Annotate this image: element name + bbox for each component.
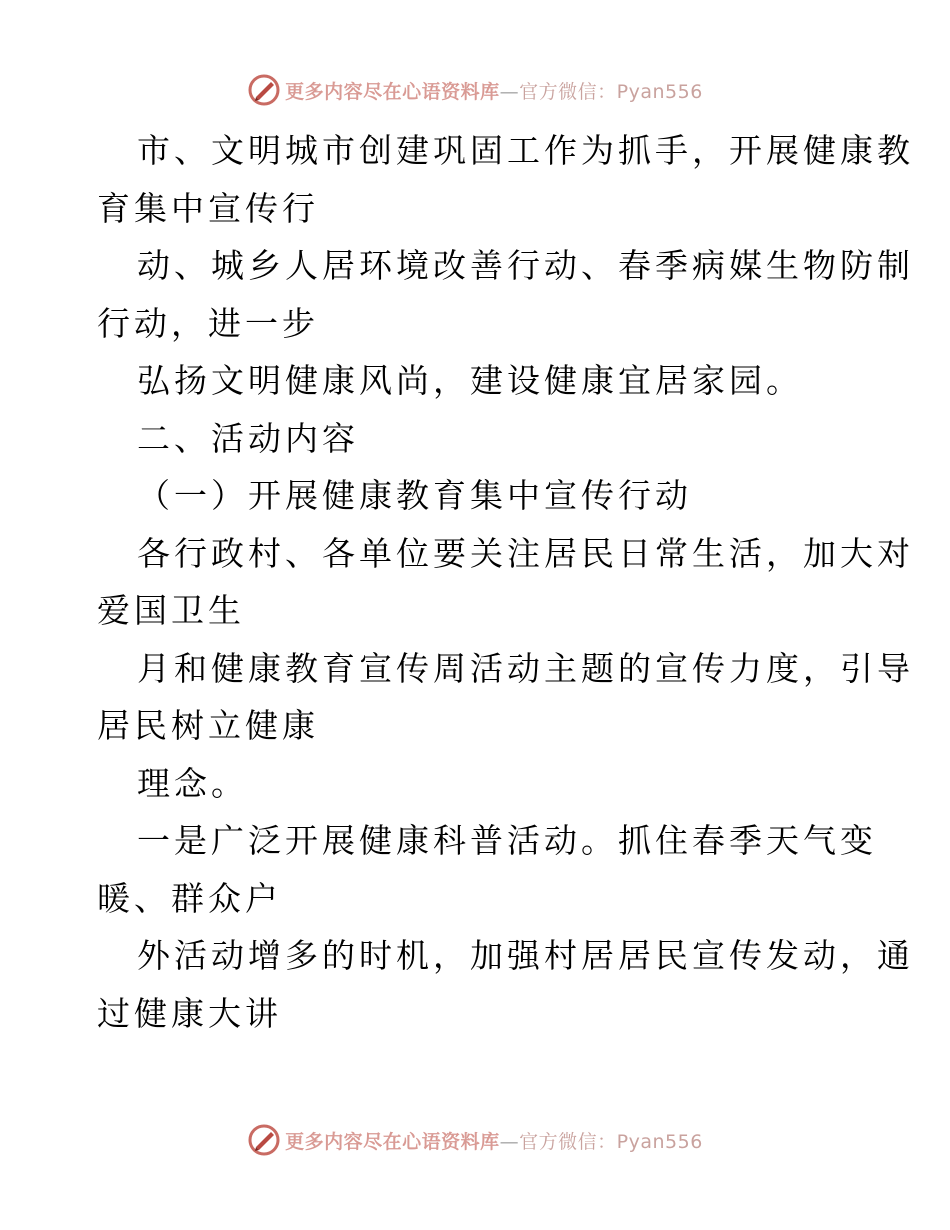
- text-line: 外活动增多的时机，加强村居居民宣传发动，通: [137, 936, 914, 975]
- watermark-site-text: 更多内容尽在心语资料库: [285, 1130, 500, 1153]
- text-line: 居民树立健康: [97, 706, 319, 745]
- text-line: 暖、群众户: [97, 878, 282, 918]
- footer-watermark: [0, 1120, 950, 1160]
- brand-logo-icon: [247, 73, 281, 107]
- text-line: 一是广泛开展健康科普活动。抓住春季天气变: [137, 821, 877, 860]
- text-line: 爱国卫生: [97, 591, 245, 630]
- text-line: 育集中宣传行: [97, 188, 319, 228]
- watermark-contact-text: 官方微信：Pyan556: [519, 80, 703, 103]
- text-line: 各行政村、各单位要关注居民日常生活，加大对: [137, 533, 914, 573]
- watermark-site-text: 更多内容尽在心语资料库: [285, 80, 500, 103]
- text-line: 过健康大讲: [97, 993, 282, 1033]
- text-line: 行动，进一步: [97, 303, 319, 343]
- header-watermark: [0, 70, 950, 110]
- watermark-dash: —: [499, 80, 520, 103]
- document-body: [97, 122, 914, 1042]
- text-line: 弘扬文明健康风尚，建设健康宜居家园。: [137, 361, 803, 400]
- watermark-contact-text: 官方微信：Pyan556: [519, 1130, 703, 1153]
- watermark-dash: —: [499, 1130, 520, 1153]
- subsection-heading: （一）开展健康教育集中宣传行动: [137, 476, 692, 515]
- text-line: 动、城乡人居环境改善行动、春季病媒生物防制: [137, 246, 914, 285]
- brand-logo-icon: [247, 1123, 281, 1157]
- text-line: 市、文明城市创建巩固工作为抓手，开展健康教: [137, 131, 914, 170]
- section-heading: 二、活动内容: [137, 418, 359, 458]
- text-line: 月和健康教育宣传周活动主题的宣传力度，引导: [137, 648, 914, 688]
- text-line: 理念。: [137, 763, 248, 803]
